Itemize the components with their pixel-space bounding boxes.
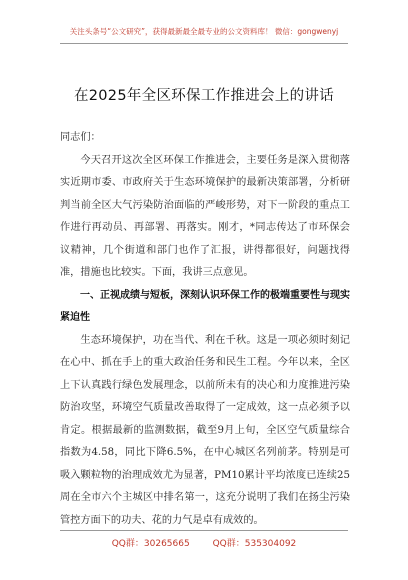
footer-divider (60, 530, 348, 531)
intro-paragraph: 今天召开这次全区环保工作推进会，主要任务是深入贯彻落实近期市委、市政府关于生态环境保护的最新决策部署，分析研判当前全区大气污染防治面临的严峻形势，对下一阶段的重点工作进行再动员、再部署、再落实。刚才，*同志传达了市环保会议精神，几个街道和部门也作了汇报，讲得都很好，问题找得准，措施也比较实。下面，我讲三点意见。 (60, 154, 350, 278)
footer-qq-group-2: QQ群：535304092 (212, 539, 297, 549)
header-promo-note: 关注头条号“公文研究”，获得最新最全最专业的公文资料库！ 微信：gongwenyj (69, 27, 339, 36)
footer-qq-group-1: QQ群：30265665 (111, 539, 190, 549)
section-paragraph: 生态环境保护，功在当代、利在千秋。这是一项必须时刻记在心中、抓在手上的重大政治任务和民生工程。今年以来，全区上下认真践行绿色发展理念，以前所未有的决心和力度推进污染防治攻坚，环境空气质量改善取得了一定成效，这一点必须予以肯定。根据最新的监测数据，截至9月上旬，全区空气质量综合指数为4.58，同比下降6.5%，在中心城区名列前茅。特别是可吸入颗粒物的治理成效尤为显著，PM10累计平均浓度已连续25周在全市六个主城区中排名第一，这充分说明了我们在扬尘污染管控方面下的功夫、花的力气是卓有成效的。 (60, 334, 350, 526)
footer-contact (0, 536, 408, 549)
document-body (60, 127, 350, 532)
salutation: 同志们： (60, 132, 101, 143)
document-title: 在2025年全区环保工作推进会上的讲话 (73, 88, 335, 104)
header-divider (60, 43, 348, 44)
section-heading: 一、正视成绩与短板，深刻认识环保工作的极端重要性与现实紧迫性 (60, 289, 350, 323)
